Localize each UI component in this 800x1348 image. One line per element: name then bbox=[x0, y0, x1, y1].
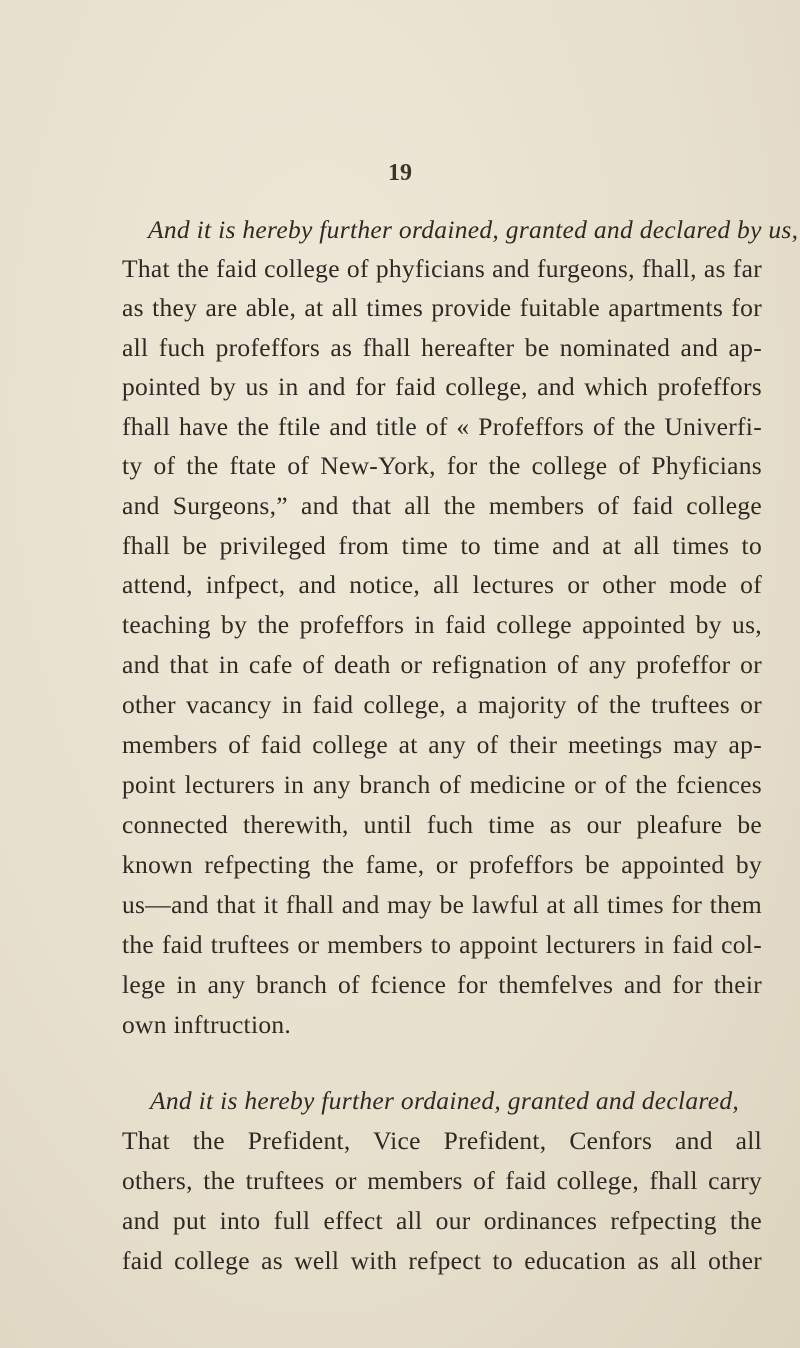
text-line: connected therewith, until fuch time as our pleafure be bbox=[122, 810, 762, 839]
text-line: ty of the ftate of New-York, for the college of Phyficians bbox=[122, 451, 762, 480]
text-line: others, the truftees or members of faid college, fhall carry bbox=[122, 1166, 762, 1195]
text-line: as they are able, at all times provide fuitable apartments for bbox=[122, 293, 762, 322]
text-line: teaching by the profeffors in faid college appointed by us, bbox=[122, 610, 762, 639]
text-line: and put into full effect all our ordinances refpecting the bbox=[122, 1206, 762, 1235]
text-line: And it is hereby further ordained, granted and declared by us, bbox=[148, 215, 799, 244]
text-line: attend, infpect, and notice, all lectures or other mode of bbox=[122, 570, 762, 599]
text-line: other vacancy in faid college, a majority of the truftees or bbox=[122, 690, 762, 719]
text-line: us—and that it fhall and may be lawful at all times for them bbox=[122, 890, 762, 919]
text-line: pointed by us in and for faid college, and which profeffors bbox=[122, 372, 762, 401]
text-line: fhall have the ftile and title of « Profeffors of the Univerfi- bbox=[122, 412, 762, 441]
text-line: members of faid college at any of their meetings may ap- bbox=[122, 730, 762, 759]
page-number: 19 bbox=[388, 160, 412, 186]
text-line: and that in cafe of death or refignation of any profeffor or bbox=[122, 650, 762, 679]
text-line: That the Prefident, Vice Prefident, Cenfors and all bbox=[122, 1126, 762, 1155]
text-line: all fuch profeffors as fhall hereafter be nominated and ap- bbox=[122, 333, 762, 362]
text-line: lege in any branch of fcience for themfelves and for their bbox=[122, 970, 762, 999]
text-line: faid college as well with refpect to education as all other bbox=[122, 1246, 762, 1275]
text-line: point lecturers in any branch of medicine or of the fciences bbox=[122, 770, 762, 799]
text-line: fhall be privileged from time to time and at all times to bbox=[122, 531, 762, 560]
text-line: That the faid college of phyficians and furgeons, fhall, as far bbox=[122, 254, 762, 283]
text-line: And it is hereby further ordained, granted and declared, bbox=[150, 1086, 740, 1115]
text-line: the faid truftees or members to appoint lecturers in faid col- bbox=[122, 930, 762, 959]
text-line: and Surgeons,” and that all the members of faid college bbox=[122, 491, 762, 520]
text-line: known refpecting the fame, or profeffors be appointed by bbox=[122, 850, 762, 879]
text-line: own inftruction. bbox=[122, 1010, 292, 1039]
